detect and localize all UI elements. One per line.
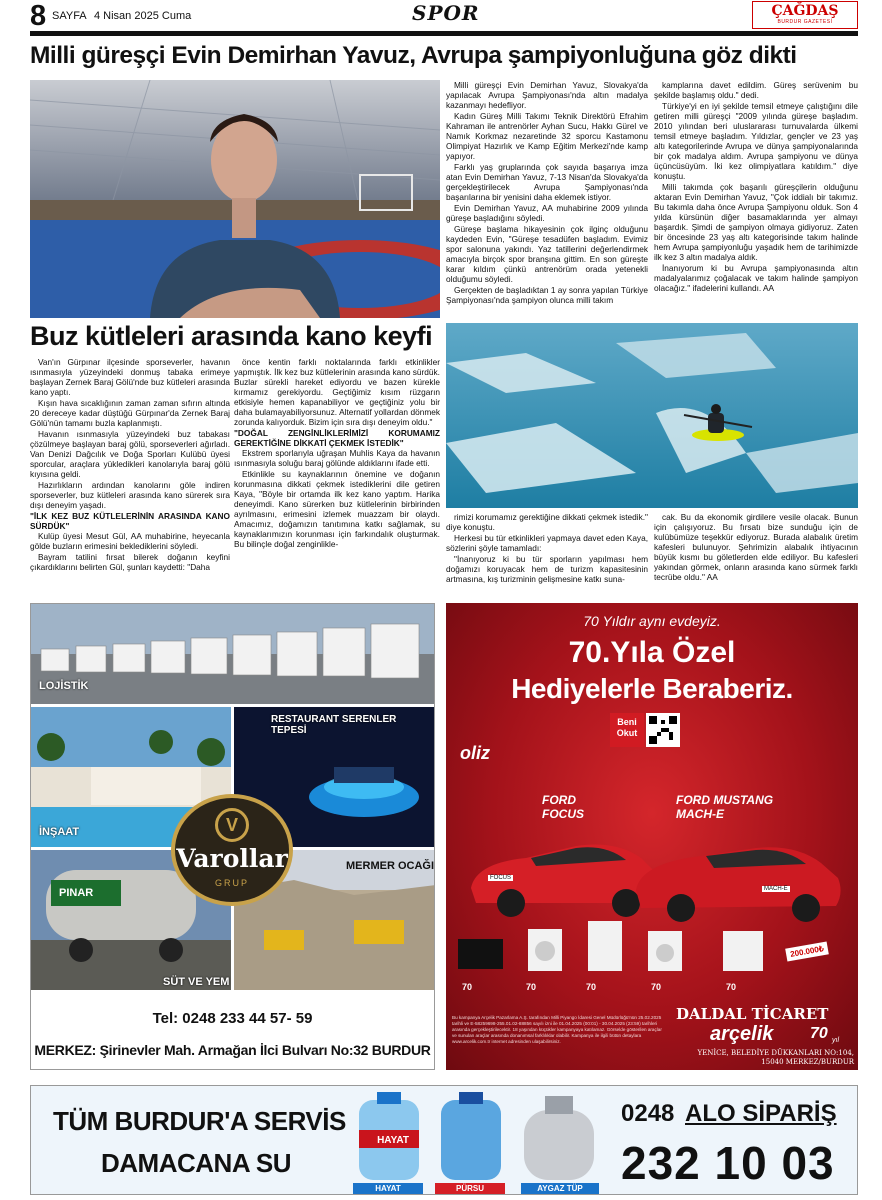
dealer-address: YENİCE, BELEDİYE DÜKKANLARI NO:104, 15040 MERKEZ/BURDUR bbox=[697, 1049, 854, 1066]
label-construction: İNŞAAT bbox=[39, 826, 80, 838]
order-phone: 232 10 03 bbox=[621, 1137, 835, 1189]
appliance-label-1: 70 bbox=[462, 982, 473, 992]
water-ad bbox=[30, 1085, 858, 1195]
car2-label: FORD MUSTANG MACH-E bbox=[676, 793, 774, 821]
v-emblem-icon: V bbox=[215, 808, 249, 842]
phone-prefix: 0248 bbox=[621, 1100, 675, 1127]
article2-subhead2: "DOĞAL ZENGİNLİKLERİMİZİ KORUMAMIZ GEREKTİĞİNE DİKKATİ ÇEKMEK İSTEDİK" bbox=[234, 428, 440, 448]
car1-plate: FOCUS bbox=[490, 875, 511, 881]
arcelik-70-logo: 70 bbox=[810, 1025, 828, 1042]
appliance-label-4: 70 bbox=[651, 982, 662, 992]
legal-text: Bu kampanya Arçelik Pazarlama A.Ş. tarafından Milli Piyango İdaresi Genel Müdürlüğü'nün 25.02.2025 tarihli ve E-58259698-255.01.02-88856 sayılı izni ile 01.04.2025 (00:01) - 30.04.2025 (23:59) tarihleri arasında gerçekleştirilecektir. 18 yaşından küçükler kampanyaya katılamaz. Görselde gösterilen araçlar ve sunulan araçlar arasında donanımsal farklılıklar olabilir. Kampanya ile ilgili bütün detaylara www.arcelik.com.tr internet adresinden ulaşabilirsiniz. bbox=[452, 1015, 662, 1044]
article1-col2: kamplarına davet edildim. Güreş serüvenim bu şekilde başlamış oldu." dedi. Türkiye'yi en iyi şekilde temsil etmeye çalıştığını dile getiren milli güreşçi "2009 yılında güreşe başladım. 2010 yılından beri uluslararası turnuvalarda ülkemi temsil etmeye başladım. Yıldızlar, gençler ve 23 yaş altı kategorilerinde Avrupa ve dünya şampiyonalarında bir çok madalya aldım. Avrupa şampiyonu ve dünya üçüncüsüyüm. İki kez olimpiyatlara katıldım." diye konuştu. Milli takımda çok başarılı güreşçilerin olduğunu aktaran Evin Demirhan Yavuz, "Çok iddialı bir takımız. Bu takımla daha önce Avrupa Şampiyonu olduk. Son 4 yılda kürsünün diğer basamaklarında yer almayı başardık. Şimdi de şampiyon olmaya gidiyoruz. Zaten bir öncesinde 23 yaş altı kategorisinde takım halinde hem Avrupa şampiyonluğu yaşadık hem de tarihimizde ilk kez 3 altın madalya aldık. İnanıyorum ki bu Avrupa şampiyonasında altın madalyalarımız çoğalacak ve takım halinde şampiyon olacağız." ifadelerini kullandı. AA bbox=[654, 80, 858, 293]
appliance-label-3: 70 bbox=[586, 982, 597, 992]
article2-title: Buz kütleleri arasında kano keyfi bbox=[30, 321, 433, 351]
kayak-illustration bbox=[446, 323, 858, 508]
wrestler-photo bbox=[30, 80, 440, 318]
label-logistics: LOJİSTİK bbox=[39, 680, 89, 692]
product-pursu: PÜRSU bbox=[435, 1183, 505, 1194]
article2-subhead1: "İLK KEZ BUZ KÜTLELERİNİN ARASINDA KANO SÜRDÜK" bbox=[30, 511, 230, 531]
article1-col1: Milli güreşçi Evin Demirhan Yavuz, Slovakya'da yapılacak Avrupa Şampiyonası'nda altın madalya kazanmayı hedefliyor. Kadın Güreş Milli Takımı Teknik Direktörü Efrahim Kahraman ile antrenörler Ayhan Sucu, Hakkı Gürel ve Namık Korkmaz nezaretinde 32 sporcu Kastamonu Olimpiyat Hazırlık ve Kamp Eğitim Merkezi'nde kamp yapıyor. Farklı yaş gruplarında çok sayıda başarıya imza atan Evin Demirhan Yavuz, 7-13 Nisan'da Slovakya'da gerçekleştirilecek Avrupa Şampiyonası'nda başarılarına bir yenisini daha eklemek istiyor. Evin Demirhan Yavuz, AA muhabirine 2009 yılında güreşe başladığını söyledi. Güreşe başlama hikayesinin çok ilginç olduğunu kaydeden Evin, "Güreşe tesadüfen başladım. Evimiz spor salonuna yakındı. Yaz tatillerini değerlendirmek amacıyla birçok spor branşına gittim. En son güreşte karar kıldım çünkü antrenörüm orada yetenekli olduğumu söyledi. Gerçekten de başladıktan 1 ay sonra yapılan Türkiye Şampiyonası'nda şampiyon olunca milli takım bbox=[446, 80, 648, 305]
ad-headline2: Hediyelerle Beraberiz. bbox=[511, 673, 793, 704]
varollar-phone: Tel: 0248 233 44 57- 59 bbox=[152, 1010, 313, 1027]
car1-label: FORD FOCUS bbox=[542, 793, 584, 821]
appliance-label-5: 70 bbox=[726, 982, 737, 992]
order-label: ALO SİPARİŞ bbox=[685, 1100, 837, 1127]
label-marble: MERMER OCAĞI bbox=[346, 860, 434, 872]
section-title: SPOR bbox=[412, 1, 480, 25]
wrestler-illustration bbox=[30, 80, 440, 318]
water-line2: DAMACANA SU bbox=[101, 1148, 291, 1178]
gift-badge: 200.000₺ bbox=[785, 941, 829, 961]
article2-col4: cak. Bu da ekonomik girdilere vesile olacak. Bunun için çalışıyoruz. Bu fırsatı bize sunduğu için de kulübümüze teşekkür ediyoruz. Burada alabalık üretim kafesleri bulunuyor. Şehrimizin alabalık ihtiyacının büyük kısmı bu göletlerden elde ediliyor. Bu kafesleri yakından görmek, onların arasında kano sürmek farklı tecrübe oldu." AA bbox=[654, 512, 858, 582]
qr-code-icon bbox=[646, 713, 680, 747]
qr-label: Beni Okut bbox=[610, 713, 644, 747]
oliz-logo: oliz bbox=[460, 743, 490, 763]
page-number: 8 bbox=[30, 0, 47, 32]
varollar-ad bbox=[30, 603, 435, 1070]
arcelik-logo: arçelik bbox=[710, 1023, 774, 1045]
ad-tagline: 70 Yıldır aynı evdeyiz. bbox=[583, 613, 721, 629]
kayak-photo bbox=[446, 323, 858, 508]
trucks-photo bbox=[31, 604, 435, 704]
appliance-label-2: 70 bbox=[526, 982, 537, 992]
water-line1: TÜM BURDUR'A SERVİS bbox=[53, 1106, 346, 1136]
dealer-name: DALDAL TİCARET bbox=[676, 1005, 829, 1023]
label-dairy: SÜT VE YEM bbox=[163, 976, 230, 988]
brand-sub: GRUP bbox=[214, 878, 249, 888]
article1-title: Milli güreşçi Evin Demirhan Yavuz, Avrupa şampiyonluğuna göz dikti bbox=[30, 44, 797, 69]
varollar-logo bbox=[171, 794, 293, 906]
article2-col3: rimizi korumamız gerektiğine dikkati çekmek istedik." diye konuştu. Herkesi bu tür etkinlikleri yapmaya davet eden Kaya, sözlerini şöyle tamamladı: "İnanıyoruz ki bu tür sporların yapılması hem doğamızı koruyacak hem de turizm kapasitesinin artmasına, kış turizminin gelişmesine katkı suna- bbox=[446, 512, 648, 584]
issue-date: 4 Nisan 2025 Cuma bbox=[94, 10, 192, 22]
page-label: SAYFA bbox=[52, 10, 87, 22]
cars-illustration bbox=[466, 828, 846, 923]
brand-name: Varollar bbox=[176, 844, 288, 873]
logo-name: ÇAĞDAŞ bbox=[771, 3, 839, 19]
article2-col2: önce kentin farklı noktalarında farklı etkinlikler yapmıştık. İlk kez buz kütlelerinin arasında kano sürdük. Buzlar sürekli hareket ediyordu ve bazen kürekle kırmamız gerekiyordu. Geçtiğimiz kısım rüzgarın etkisiyle hemen kapanabiliyor ve geçtiğiniz yolu bir daha bulamayabiliyorsunuz. Alternatif yollardan dönmek zorunda kalıyorduk. Bizim için sıra dışı deneyim oldu." "DOĞAL ZENGİNLİKLERİMİZİ KORUMAMIZ GEREKTİĞİNE DİKKATİ ÇEKMEK İSTEDİK" Ekstrem sporlarıyla uğraşan Muhlis Kaya da havanın ısınmasıyla soluğu baraj gölünde aldıklarını ifade etti. Etkinlikle su kaynaklarının önemine ve doğanın korunmasına dikkati çekmek istediklerini dile getiren Kaya, "Böyle bir ortamda ilk kez kano yaptım. Harika deneyimdi. Kano sürerken buz kütlelerinin birbirinden ayrılmasını, erimesini izlemek muazzam bir olaydı. Amacımız, doğamızın tanıtımına katkı sağlamak, su kaynaklarımızın korunması için farkındalık oluşturmak. Bu bilinçle doğal zenginlikle- bbox=[234, 357, 440, 549]
newspaper-logo bbox=[752, 1, 858, 29]
product-aygaz: AYGAZ TÜP bbox=[521, 1183, 599, 1194]
truck-brand: PINAR bbox=[59, 887, 94, 899]
product-hayat: HAYAT bbox=[353, 1183, 423, 1194]
bottle-brand: HAYAT bbox=[377, 1135, 409, 1146]
article2-col1: Van'ın Gürpınar ilçesinde sporseverler, havanın ısınmasıyla yüzeyindeki donmuş tabaka erimeye başlayan Zernek Baraj Gölü'nde buz kütleleri arasında kano yaptı. Kışın hava sıcaklığının zaman zaman sıfırın altında 20 dereceye kadar düştüğü Gürpınar'da Zernek Baraj Gölü'nün tamamı buzla kaplanmıştı. Havanın ısınmasıyla yüzeyindeki buz tabakası çözülmeye başlayan baraj gölü, sporseverleri ağırladı. Van Denizi Dağcılık ve Doğa Sporları Kulübü üyesi sporcular, araçlara yükledikleri kanolarıyla baraj gölü kıyısına geldi. Hazırlıkların ardından kanolarını göle indiren sporseverler, buz kütleleri arasında kano sürerek sıra dışı deneyim yaşadı. "İLK KEZ BUZ KÜTLELERİNİN ARASINDA KANO SÜRDÜK" Kulüp üyesi Mesut Gül, AA muhabirine, heyecanla gölde buzların erimesini beklediklerini söyledi. Bayram tatilini fırsat bilerek doğanın keyfini çıkardıklarını belirten Gül, şunları kaydetti: "Daha bbox=[30, 357, 230, 572]
arcelik-70-suffix: yıl bbox=[832, 1037, 839, 1044]
car2-plate: MACH-E bbox=[764, 886, 788, 892]
arcelik-ad bbox=[446, 603, 858, 1070]
varollar-address: MERKEZ: Şirinevler Mah. Armağan İlci Bulvarı No:32 BURDUR bbox=[34, 1042, 431, 1058]
page-header bbox=[30, 0, 858, 36]
ad-headline1: 70.Yıla Özel bbox=[568, 636, 736, 669]
label-restaurant: RESTAURANT SERENLER TEPESİ bbox=[271, 714, 397, 736]
logo-sub: BURDUR GAZETESİ bbox=[777, 19, 833, 25]
